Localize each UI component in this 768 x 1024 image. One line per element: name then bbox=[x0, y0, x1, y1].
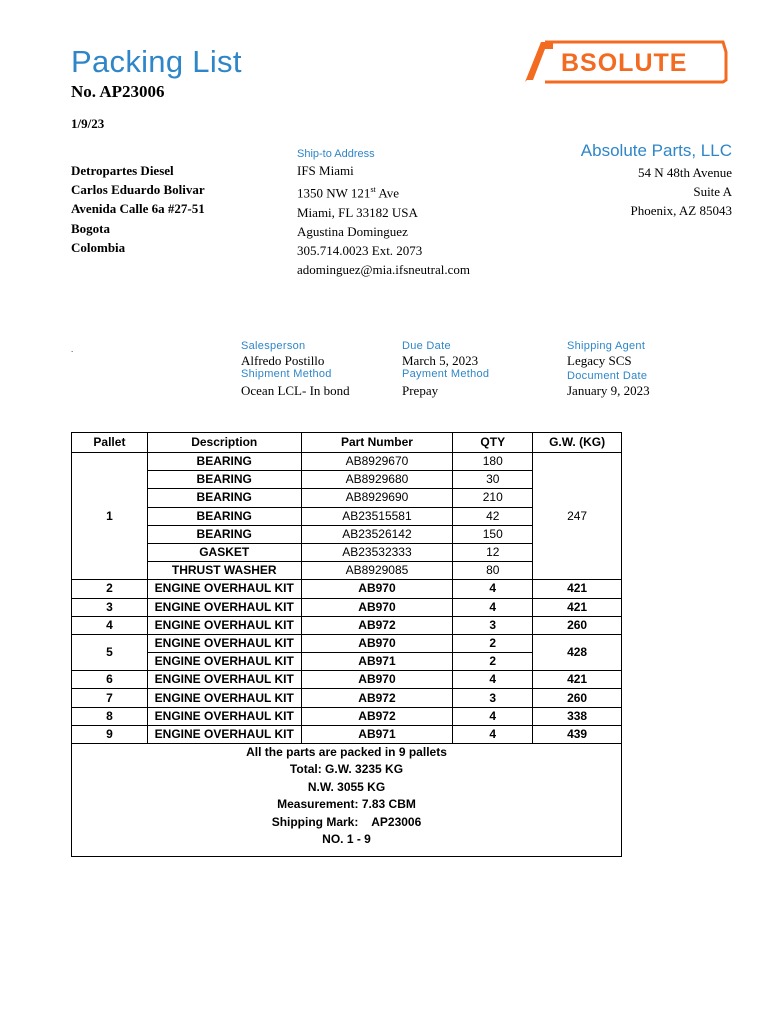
summary-row bbox=[72, 744, 622, 857]
logo-text: BSOLUTE bbox=[561, 49, 688, 77]
pallet-cell: 7 bbox=[72, 689, 148, 707]
table-row bbox=[72, 580, 622, 598]
summary-line: Measurement: 7.83 CBM bbox=[277, 797, 416, 812]
table-row bbox=[72, 616, 622, 634]
pallet-cell: 4 bbox=[72, 616, 148, 634]
part-number-cell: AB23532333 bbox=[301, 543, 453, 561]
pallet-cell: 2 bbox=[72, 580, 148, 598]
part-number-cell: AB970 bbox=[301, 580, 453, 598]
absolute-logo bbox=[523, 40, 728, 84]
payment-method-label: Payment Method bbox=[402, 368, 490, 380]
ship-to-line bbox=[297, 180, 470, 203]
gw-cell: 428 bbox=[533, 634, 622, 670]
summary-line: Shipping Mark: AP23006 bbox=[271, 814, 422, 829]
qty-cell: 4 bbox=[453, 671, 533, 689]
due-date-value: March 5, 2023 bbox=[402, 353, 479, 368]
summary-cell bbox=[72, 744, 622, 857]
bill-to-line: Detropartes Diesel bbox=[71, 163, 174, 178]
description-cell: BEARING bbox=[147, 453, 301, 471]
part-number-cell: AB8929670 bbox=[301, 453, 453, 471]
part-number-cell: AB972 bbox=[301, 707, 453, 725]
gw-cell: 421 bbox=[533, 598, 622, 616]
col-header-part-number: Part Number bbox=[301, 433, 453, 453]
description-cell: ENGINE OVERHAUL KIT bbox=[147, 725, 301, 743]
part-number-cell: AB8929680 bbox=[301, 471, 453, 489]
summary-line: NO. 1 - 9 bbox=[322, 832, 371, 847]
gw-cell: 439 bbox=[533, 725, 622, 743]
qty-cell: 3 bbox=[453, 689, 533, 707]
qty-cell: 2 bbox=[453, 634, 533, 652]
company-address bbox=[631, 163, 732, 220]
pallet-cell: 5 bbox=[72, 634, 148, 670]
qty-cell: 180 bbox=[453, 453, 533, 471]
qty-cell: 3 bbox=[453, 616, 533, 634]
description-cell: GASKET bbox=[147, 543, 301, 561]
table-row bbox=[72, 671, 622, 689]
pallet-cell: 9 bbox=[72, 725, 148, 743]
company-address-line: Suite A bbox=[693, 184, 732, 199]
ship-to-line: Agustina Dominguez bbox=[297, 223, 408, 239]
ship-to-address bbox=[297, 161, 470, 280]
ship-to-street: 1350 NW 121 bbox=[297, 185, 371, 201]
description-cell: BEARING bbox=[147, 507, 301, 525]
ship-to-street-suffix: Ave bbox=[375, 185, 400, 201]
qty-cell: 12 bbox=[453, 543, 533, 561]
due-date-label: Due Date bbox=[402, 340, 451, 352]
qty-cell: 210 bbox=[453, 489, 533, 507]
table-row bbox=[72, 707, 622, 725]
part-number-cell: AB970 bbox=[301, 598, 453, 616]
ship-to-line: Miami, FL 33182 USA bbox=[297, 204, 418, 220]
document-date: 1/9/23 bbox=[71, 116, 105, 131]
part-number-cell: AB8929690 bbox=[301, 489, 453, 507]
table-row bbox=[72, 634, 622, 652]
summary-line: All the parts are packed in 9 pallets bbox=[246, 745, 447, 759]
shipping-agent-value: Legacy SCS bbox=[567, 353, 632, 368]
ship-to-sup: st bbox=[370, 185, 376, 195]
pallet-cell: 1 bbox=[72, 453, 148, 580]
gw-cell: 260 bbox=[533, 616, 622, 634]
company-name: Absolute Parts, LLC bbox=[580, 141, 732, 160]
description-cell: BEARING bbox=[147, 525, 301, 543]
shipping-agent-label: Shipping Agent bbox=[567, 340, 646, 352]
part-number-cell: AB23515581 bbox=[301, 507, 453, 525]
gw-cell: 421 bbox=[533, 580, 622, 598]
gw-cell: 247 bbox=[533, 453, 622, 580]
description-cell: ENGINE OVERHAUL KIT bbox=[147, 634, 301, 652]
table-header-row bbox=[72, 433, 622, 453]
ship-to-email: adominguez@mia.ifsneutral.com bbox=[297, 262, 470, 278]
ship-to-line: 305.714.0023 Ext. 2073 bbox=[297, 243, 423, 259]
description-cell: ENGINE OVERHAUL KIT bbox=[147, 689, 301, 707]
col-header-pallet: Pallet bbox=[72, 433, 148, 453]
pallet-cell: 6 bbox=[72, 671, 148, 689]
ship-to-line: IFS Miami bbox=[297, 163, 354, 178]
gw-cell: 338 bbox=[533, 707, 622, 725]
document-title: Packing List bbox=[71, 44, 242, 79]
qty-cell: 4 bbox=[453, 580, 533, 598]
qty-cell: 4 bbox=[453, 707, 533, 725]
description-cell: ENGINE OVERHAUL KIT bbox=[147, 616, 301, 634]
packing-table bbox=[71, 432, 622, 857]
company-address-line: Phoenix, AZ 85043 bbox=[630, 203, 732, 218]
bill-to-line: Bogota bbox=[71, 220, 110, 236]
part-number-cell: AB971 bbox=[301, 725, 453, 743]
qty-cell: 30 bbox=[453, 471, 533, 489]
description-cell: ENGINE OVERHAUL KIT bbox=[147, 598, 301, 616]
qty-cell: 42 bbox=[453, 507, 533, 525]
table-row bbox=[72, 453, 622, 471]
description-cell: ENGINE OVERHAUL KIT bbox=[147, 653, 301, 671]
part-number-cell: AB972 bbox=[301, 616, 453, 634]
qty-cell: 4 bbox=[453, 725, 533, 743]
ship-to-label: Ship-to Address bbox=[297, 148, 375, 160]
pallet-cell: 3 bbox=[72, 598, 148, 616]
bill-to-line: Colombia bbox=[71, 239, 126, 255]
document-date-label: Document Date bbox=[567, 370, 648, 382]
gw-cell: 421 bbox=[533, 671, 622, 689]
summary-line: N.W. 3055 KG bbox=[307, 779, 386, 794]
description-cell: BEARING bbox=[147, 489, 301, 507]
document-number: No. AP23006 bbox=[71, 82, 165, 101]
description-cell: BEARING bbox=[147, 471, 301, 489]
pallet-cell: 8 bbox=[72, 707, 148, 725]
table-row bbox=[72, 598, 622, 616]
part-number-cell: AB971 bbox=[301, 653, 453, 671]
bill-to-line: Avenida Calle 6a #27-51 bbox=[71, 201, 205, 217]
salesperson-label: Salesperson bbox=[241, 340, 306, 352]
col-header-gw: G.W. (KG) bbox=[533, 433, 622, 453]
part-number-cell: AB970 bbox=[301, 634, 453, 652]
col-header-description: Description bbox=[147, 433, 301, 453]
bill-to-address bbox=[71, 161, 205, 257]
col-header-qty: QTY bbox=[453, 433, 533, 453]
part-number-cell: AB972 bbox=[301, 689, 453, 707]
stray-dot: . bbox=[71, 345, 74, 354]
summary-line: Total: G.W. 3235 KG bbox=[289, 762, 404, 777]
part-number-cell: AB8929085 bbox=[301, 562, 453, 580]
document-date-value: January 9, 2023 bbox=[567, 383, 650, 398]
table-row bbox=[72, 689, 622, 707]
shipment-method-value: Ocean LCL- In bond bbox=[241, 383, 350, 398]
company-address-line: 54 N 48th Avenue bbox=[638, 165, 732, 180]
description-cell: ENGINE OVERHAUL KIT bbox=[147, 671, 301, 689]
table-row bbox=[72, 725, 622, 743]
part-number-cell: AB23526142 bbox=[301, 525, 453, 543]
payment-method-value: Prepay bbox=[402, 383, 439, 398]
qty-cell: 80 bbox=[453, 562, 533, 580]
description-cell: THRUST WASHER bbox=[147, 562, 301, 580]
description-cell: ENGINE OVERHAUL KIT bbox=[147, 707, 301, 725]
salesperson-value: Alfredo Postillo bbox=[241, 353, 325, 368]
part-number-cell: AB970 bbox=[301, 671, 453, 689]
qty-cell: 4 bbox=[453, 598, 533, 616]
qty-cell: 150 bbox=[453, 525, 533, 543]
gw-cell: 260 bbox=[533, 689, 622, 707]
bill-to-line: Carlos Eduardo Bolivar bbox=[71, 182, 205, 198]
shipment-method-label: Shipment Method bbox=[241, 368, 332, 380]
qty-cell: 2 bbox=[453, 653, 533, 671]
description-cell: ENGINE OVERHAUL KIT bbox=[147, 580, 301, 598]
